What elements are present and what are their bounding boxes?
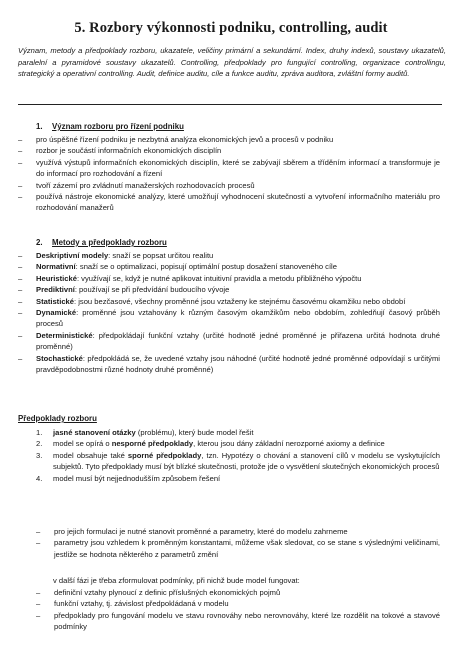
section-1-item-text: používá nástroje ekonomické analýzy, které umožňují vyhodnocení skutečností a vytvoření informačního materiálu pro rozhodování manažerů	[36, 192, 440, 213]
dash-bullet: –	[18, 308, 23, 318]
predpoklady-numbered-list	[36, 427, 440, 484]
predpoklady-dash-2-item-text: funkční vztahy, tj. závislost předpokládaná v modelu	[54, 599, 229, 609]
assumption-text-post: , tzn. Hypotézy o chování a stanovení cílů v modelu se vyskytujících subjektů. Tyto předpoklady musí být blízké skutečnosti, protože jde o vysvětlení skutečných ekonomických procesů	[53, 450, 440, 472]
predpoklady-dash-1-item	[36, 537, 440, 560]
section-2-list	[18, 250, 440, 375]
section-2-number: 2.	[36, 238, 43, 247]
dash-bullet: –	[18, 157, 23, 167]
predpoklady-dash-2-item	[36, 587, 440, 598]
assumption-item	[36, 438, 440, 449]
dash-bullet: –	[36, 538, 41, 548]
assumption-text-pre: model se opírá o	[53, 439, 112, 449]
model-type-description: : předpokládají funkční vztahy (určité hodnotě jedné proměnné je přiřazena určitá hodnota druhé proměnné)	[36, 330, 440, 352]
model-type-item	[18, 330, 440, 353]
assumption-number: 2.	[36, 439, 43, 449]
model-type-description: : používají se při předvídání budoucího vývoje	[74, 285, 230, 295]
model-type-term: Normativní	[36, 262, 76, 272]
dash-bullet: –	[18, 296, 23, 306]
predpoklady-dash-1-item	[36, 526, 440, 537]
predpoklady-dash-2-item	[36, 598, 440, 609]
model-type-description: : snaží se o optimalizaci, popisují optimální postup dosažení stanoveného cíle	[75, 262, 337, 272]
page-title: 5. Rozbory výkonnosti podniku, controlling, audit	[74, 20, 388, 36]
assumption-key-term: nesporné předpoklady	[111, 439, 194, 449]
section-1-heading	[36, 122, 184, 131]
dash-bullet: –	[18, 285, 23, 295]
dash-bullet: –	[36, 610, 41, 620]
section-1-item-text: rozbor je součástí informačních ekonomických disciplín	[36, 146, 222, 156]
section-1-item	[18, 180, 440, 191]
section-1-number: 1.	[36, 122, 43, 131]
predpoklady-dash-1-item-text: pro jejich formulaci je nutné stanovit proměnné a parametry, které do modelu zahrneme	[54, 527, 348, 536]
section-1-item-text: pro úspěšné řízení podniku je nezbytná analýza ekonomických jevů a procesů v podniku	[36, 135, 334, 144]
model-type-description: : využívají se, když je nutné aplikovat intuitivní pravidla a metodu přibližného výpočtu	[76, 273, 362, 283]
predpoklady-dash-list-1	[36, 526, 440, 560]
dash-bullet: –	[18, 353, 23, 363]
section-2-title: Metody a předpoklady rozboru	[52, 238, 167, 247]
model-type-item	[18, 273, 440, 284]
assumption-number: 4.	[36, 473, 43, 483]
model-type-term: Deskriptivní modely	[36, 251, 109, 260]
dash-bullet: –	[18, 135, 23, 144]
dash-bullet: –	[36, 527, 41, 536]
dash-bullet: –	[18, 146, 23, 156]
assumption-key-term: sporné předpoklady	[127, 450, 202, 460]
model-type-description: : předpokládá se, že uvedené vztahy jsou náhodné (určité hodnotě jedné proměnné odpovídají s určitými pravděpodobnostmi různé hodnoty druhé proměnné)	[36, 353, 440, 375]
dash-bullet: –	[18, 192, 23, 202]
divider	[18, 104, 442, 105]
dash-bullet: –	[18, 180, 23, 190]
section-1-item-text: využívá výstupů informačních ekonomických disciplín, které se zabývají sběrem a tříděním informací a transformuje je do informací pro rozhodování a řízení	[36, 157, 440, 179]
model-type-item	[18, 261, 440, 272]
predpoklady-dash-2-item-text: předpoklady pro fungování modelu ve stavu rovnováhy nebo nerovnováhy, které lze rozdělit na tokové a stavové podmínky	[54, 610, 440, 632]
dash-bullet: –	[36, 588, 41, 597]
assumption-number: 1.	[36, 428, 43, 437]
assumption-key-term: jasné stanovení otázky	[53, 428, 136, 437]
assumption-item	[36, 427, 440, 438]
section-1-list	[18, 134, 440, 214]
model-type-description: : snaží se popsat určitou realitu	[108, 251, 214, 260]
dash-bullet: –	[18, 330, 23, 340]
assumption-text-pre: model musí být nejjednodušším způsobem řešení	[53, 473, 221, 483]
assumption-item	[36, 473, 440, 484]
section-1-item	[18, 134, 440, 145]
predpoklady-dash-list-2	[36, 587, 440, 633]
model-type-item	[18, 250, 440, 261]
model-type-description: : jsou bezčasové, všechny proměnné jsou vztaženy ke stejnému časovému okamžiku nebo období	[74, 296, 406, 306]
conditions-lead: v další fázi je třeba zformulovat podmínky, při nichž bude model fungovat:	[53, 576, 300, 585]
model-type-term: Deterministické	[36, 330, 93, 340]
predpoklady-heading: Předpoklady rozboru	[18, 414, 97, 423]
section-1-title: Význam rozboru pro řízení podniku	[52, 122, 184, 131]
model-type-term: Dynamické	[36, 308, 77, 318]
section-1-item	[18, 191, 440, 214]
model-type-item	[18, 307, 440, 330]
assumption-number: 3.	[36, 450, 43, 460]
section-1-item	[18, 157, 440, 180]
dash-bullet: –	[18, 273, 23, 283]
model-type-term: Statistické	[36, 296, 74, 306]
model-type-term: Stochastické	[36, 353, 83, 363]
model-type-term: Prediktivní	[36, 285, 75, 295]
assumption-text-pre: model obsahuje také	[53, 450, 128, 460]
section-1-item	[18, 145, 440, 156]
model-type-item	[18, 284, 440, 295]
model-type-description: : proměnné jsou vztahovány k různým časovým okamžikům nebo obdobím, zohledňují časový průběh procesů	[36, 308, 440, 329]
dash-bullet: –	[36, 599, 41, 609]
predpoklady-dash-2-item	[36, 610, 440, 633]
assumption-item	[36, 450, 440, 473]
model-type-term: Heuristické	[36, 273, 77, 283]
dash-bullet: –	[18, 262, 23, 272]
assumption-text-post: (problému), který bude model řešit	[135, 428, 254, 437]
predpoklady-dash-2-item-text: definiční vztahy plynoucí z definic příslušných ekonomických pojmů	[54, 588, 281, 597]
assumption-text-post: , kterou jsou dány základní nerozporné axiomy a definice	[193, 439, 385, 449]
abstract: Význam, metody a předpoklady rozboru, ukazatele, veličiny primární a sekundární. Index, druhy indexů, soustavy ukazatelů, paralelní a pyramidové soustavy ukazatelů. Controlling, předpoklady pro fungující controlling, organizace controllingu, strategický a operativní controlling. Audit, definice auditu, cíle a funkce auditu, zpráva auditora, zvláštní formy auditů.	[18, 46, 446, 79]
section-1-item-text: tvoří zázemí pro zvládnutí manažerských rozhodovacích procesů	[36, 180, 255, 190]
section-2-heading	[36, 238, 167, 247]
predpoklady-dash-1-item-text: parametry jsou vzhledem k proměnným konstantami, můžeme však sledovat, co se stane s výslednými veličinami, jestliže se hodnota některého z parametrů změní	[54, 538, 440, 559]
model-type-item	[18, 353, 440, 376]
model-type-item	[18, 296, 440, 307]
dash-bullet: –	[18, 251, 23, 260]
